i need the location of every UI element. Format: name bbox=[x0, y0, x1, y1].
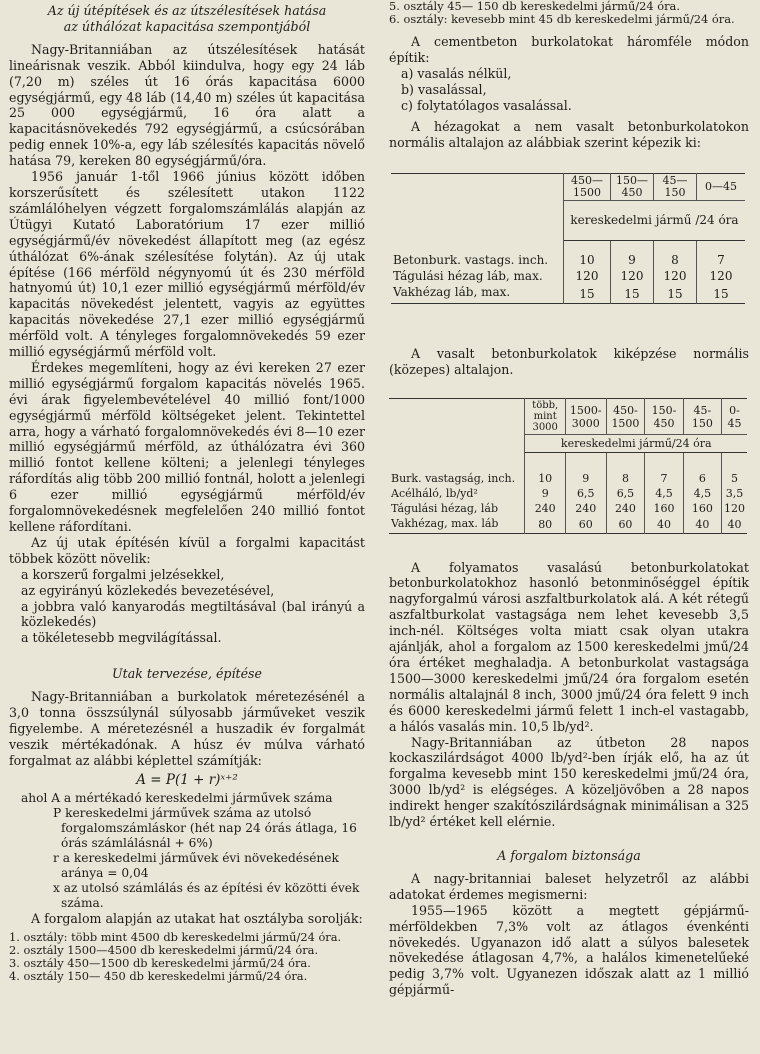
table-header: 150—450 bbox=[611, 173, 654, 200]
paragraph: A forgalom alapján az utakat hat osztályba sorolják: bbox=[31, 910, 363, 926]
class-item: 2. osztály 1500—4500 db kereskedelmi jármű/24 óra. bbox=[9, 942, 319, 957]
table-row-label: Tágulási hézag láb, max. bbox=[391, 268, 564, 284]
capacity-measures-list bbox=[9, 567, 365, 647]
table-cell: 160 bbox=[683, 501, 721, 516]
table-unit: kereskedelmi jármű/24 óra bbox=[525, 435, 747, 453]
paragraph: Nagy-Britanniában az útbeton 28 napos kockaszilárdságot 4000 lb/yd²-ben írják elő, ha az út forgalma kevesebb mint 150 kereskedelmi jmű/24 óra, 3000 lb/yd² is elégséges. A közeljövőben a 28 napos indirekt henger szakítószilárdságnak minimálisan a 325 lb/yd² értéket kell elérnie. bbox=[389, 734, 749, 830]
table-row-label: Acélháló, lb/yd² bbox=[389, 486, 525, 501]
class-item: 6. osztály: kevesebb mint 45 db kereskedelmi jármű/24 óra. bbox=[389, 12, 735, 27]
table-row-label: Vakhézag, max. láb bbox=[389, 516, 525, 534]
road-classes-list-cont bbox=[389, 0, 749, 26]
paragraph: Nagy-Britanniában az útszélesítések hatását lineárisnak veszik. Abból kiindulva, hogy egy 24 láb (7,20 m) széles út 16 órás kapacitása 6000 egységjármű, egy 48 láb (14,40 m) széles út kapacitása 25 000 egységjármű, 16 óra alatt a kapacitásnövekedés 792 egységjármű, a csúcsórában pedig ennek 10%-a, egy láb szélesítés kapacitás növelő hatása 79, kereken 80 egységjármű/óra. bbox=[9, 41, 365, 169]
left-column bbox=[9, 0, 365, 983]
table-cell: 60 bbox=[606, 516, 645, 534]
definition-r: r a kereskedelmi járművek évi növekedésének aránya = 0,04 bbox=[53, 850, 339, 880]
table-header: 45-150 bbox=[683, 399, 721, 435]
table-cell: 5 bbox=[731, 471, 738, 485]
table-cell: 120 bbox=[611, 268, 654, 284]
table-header: 45—150 bbox=[654, 173, 697, 200]
section-title-design: Utak tervezése, építése bbox=[112, 666, 262, 682]
table-row-label: Betonburk. vastags. inch. bbox=[391, 252, 564, 268]
table-cell: 4,5 bbox=[683, 486, 721, 501]
section-title-capacity-l1: Az új útépítések és az útszélesítések hatása bbox=[47, 3, 327, 18]
table-cell: 8 bbox=[606, 471, 645, 486]
table-cell: 240 bbox=[606, 501, 645, 516]
table-header: 0-45 bbox=[722, 399, 748, 435]
table-cell: 6 bbox=[683, 471, 721, 486]
table-cell: 8 bbox=[654, 252, 697, 268]
table-row-label: Tágulási hézag, láb bbox=[389, 501, 525, 516]
paragraph: Nagy-Britanniában a burkolatok méretezésénél a 3,0 tonna összsúlynál súlyosabb járműveket veszik figyelembe. A méretezésnél a huszadik év forgalmát veszik mértékadónak. A húsz év múlva várható forgalmat az alábbi képlettel számítják: bbox=[9, 689, 365, 768]
table-header: 450-1500 bbox=[606, 399, 645, 435]
traffic-formula: A = P(1 + r)ˣ⁺² bbox=[136, 771, 238, 788]
section-title-safety: A forgalom biztonsága bbox=[497, 847, 641, 863]
table-unit: kereskedelmi jármű /24 óra bbox=[564, 200, 746, 240]
right-column bbox=[389, 0, 749, 998]
paragraph: Az új utak építésén kívül a forgalmi kapacitást többek között növelik: bbox=[9, 534, 365, 566]
road-classes-list bbox=[9, 931, 365, 984]
definition-a: ahol A a mértékadó kereskedelmi járművek száma bbox=[21, 790, 333, 805]
method-item: c) folytatólagos vasalással. bbox=[401, 98, 572, 114]
table-cell: 80 bbox=[525, 516, 565, 534]
method-item: a) vasalás nélkül, bbox=[401, 66, 512, 82]
formula-definitions bbox=[9, 791, 365, 911]
table-cell: 7 bbox=[717, 253, 725, 268]
table-cell: 160 bbox=[645, 501, 683, 516]
table-cell: 240 bbox=[565, 501, 606, 516]
table-cell: 40 bbox=[645, 516, 683, 534]
table-cell: 9 bbox=[565, 471, 606, 486]
paragraph: A cementbeton burkolatokat háromféle módon építik: bbox=[389, 34, 749, 66]
list-item: az egyirányú közlekedés bevezetésével, bbox=[21, 582, 275, 598]
definition-p: P kereskedelmi járművek száma az utolsó forgalomszámláskor (hét nap 24 órás átlaga, 16 órás számlálásnál + 6%) bbox=[53, 805, 357, 850]
list-item: a jobbra való kanyarodás megtiltásával (bal irányú a közlekedés) bbox=[21, 598, 365, 630]
table-cell: 9 bbox=[611, 252, 654, 268]
table-cell: 15 bbox=[713, 286, 729, 301]
class-item: 1. osztály: több mint 4500 db kereskedelmi jármű/24 óra. bbox=[9, 929, 342, 944]
list-item: a tökéletesebb megvilágítással. bbox=[21, 630, 222, 646]
table-cell: 6,5 bbox=[565, 486, 606, 501]
paragraph: A folyamatos vasalású betonburkolatokat betonburkolatokhoz hasonló betonminőséggel építik nagyforgalmú városi aszfaltburkolatok alá. A két rétegű aszfaltburkolat vastagsága nem lehet kevesebb 3,5 inch-nél. Költséges volta miatt csak olyan utakra ajánlják, ahol a forgalom az 1500 kereskedelmi jmű/24 óra értéket meghaladja. A betonburkolat vastagsága 1500—3000 kereskedelmi jmű/24 óra forgalom esetén normális altalajnál 8 inch, 3000 jmű/24 óra felett 9 inch és 6000 kereskedelmi jármű felett 1 inch-el vastagabb, a hálós vasalás min. 10,5 lb/yd². bbox=[389, 559, 749, 734]
table-cell: 3,5 bbox=[725, 486, 744, 500]
table-header: 1500-3000 bbox=[565, 399, 606, 435]
section-title-capacity-l2: az úthálózat kapacitása szempontjából bbox=[63, 18, 311, 34]
unreinforced-joint-table bbox=[391, 173, 745, 305]
table-header: 450—1500 bbox=[564, 173, 611, 200]
construction-methods-list bbox=[389, 66, 749, 114]
reinforced-pavement-table bbox=[389, 398, 747, 534]
table-cell: 40 bbox=[727, 517, 742, 531]
paragraph: A nagy-britanniai baleset helyzetről az alábbi adatokat érdemes megismerni: bbox=[389, 870, 749, 902]
table-cell: 10 bbox=[525, 471, 565, 486]
table-cell: 15 bbox=[654, 284, 697, 304]
paragraph: A hézagokat a nem vasalt betonburkolatokon normális altalajon az alábbiak szerint képezik ki: bbox=[389, 118, 749, 150]
table-header: 0—45 bbox=[697, 173, 746, 200]
paragraph: 1956 január 1-től 1966 június között időben korszerűsített és szélesített utakon 1122 számlálóhelyen végzett forgalomszámlálás alapján az Útügyi Kutató Laboratórium 17 ezer millió egységjármű/év növekedést állapított meg (az egész úthálózat 6%-ának szélesítése folytán). Az új utak építése (166 mérföld négynyomú út és 230 mérföld hatnyomú út) 10,1 ezer millió egységjármű mérföld/év kapacitás növekedést jelentett, vagyis az együttes kapacitás növekedése 27,1 ezer millió egységjármű mérföld volt. A tényleges forgalomnövekedés 59 ezer millió egységjármű mérföld volt. bbox=[9, 169, 365, 360]
table-cell: 60 bbox=[565, 516, 606, 534]
list-item: a korszerű forgalmi jelzésekkel, bbox=[21, 566, 225, 582]
paragraph: Érdekes megemlíteni, hogy az évi kereken 27 ezer millió egységjármű forgalom kapacitás növelés 1965. évi árak figyelembevételével 40 millió font/1000 egységjármű mérföld költségeket jelent. Tekintettel arra, hogy a várható forgalomnövekedés évi 8—10 ezer millió egységjármű mérföld, az úthálózatra évi 360 millió fontot kellene költeni; a jelenlegi tényleges ráfordítás alig több 200 millió fontnál, holott a jelenlegi 6 ezer millió egységjármű mérföld/év forgalomnövekedésnek megfelelően 240 millió fontot kellene ráfordítani. bbox=[9, 359, 365, 534]
paragraph: A vasalt betonburkolatok kiképzése normális (közepes) altalajon. bbox=[389, 346, 749, 378]
table-row-label: Vakhézag láb, max. bbox=[391, 284, 564, 304]
table-cell: 6,5 bbox=[606, 486, 645, 501]
table-header: több, mint 3000 bbox=[525, 399, 565, 435]
table-cell: 9 bbox=[525, 486, 565, 501]
table-cell: 4,5 bbox=[645, 486, 683, 501]
table-cell: 120 bbox=[654, 268, 697, 284]
table-cell: 40 bbox=[683, 516, 721, 534]
class-item: 4. osztály 150— 450 db kereskedelmi jármű/24 óra. bbox=[9, 969, 308, 984]
class-item: 5. osztály 45— 150 db kereskedelmi jármű/24 óra. bbox=[389, 0, 680, 13]
table-cell: 120 bbox=[564, 268, 611, 284]
table-cell: 10 bbox=[564, 252, 611, 268]
table-cell: 120 bbox=[709, 269, 733, 284]
table-cell: 15 bbox=[564, 284, 611, 304]
table-header: 150-450 bbox=[645, 399, 683, 435]
table-row-label: Burk. vastagság, inch. bbox=[389, 471, 525, 486]
table-cell: 120 bbox=[724, 501, 745, 515]
table-cell: 15 bbox=[611, 284, 654, 304]
table-cell: 7 bbox=[645, 471, 683, 486]
definition-x: x az utolsó számlálás és az építési év közötti évek száma. bbox=[53, 880, 360, 910]
table-cell: 240 bbox=[525, 501, 565, 516]
class-item: 3. osztály 450—1500 db kereskedelmi jármű/24 óra. bbox=[9, 956, 311, 970]
method-item: b) vasalással, bbox=[401, 82, 487, 98]
paragraph: 1955—1965 között a megtett gépjármű-mérföldekben 7,3% volt az átlagos évenkénti növekedés. Ugyanazon idő alatt a súlyos balesetek növekedése átlagosan 4,7%, a halálos kimenetelűeké pedig 3,7% volt. Ugyanezen időszak alatt az 1 millió gépjármű- bbox=[389, 902, 749, 998]
